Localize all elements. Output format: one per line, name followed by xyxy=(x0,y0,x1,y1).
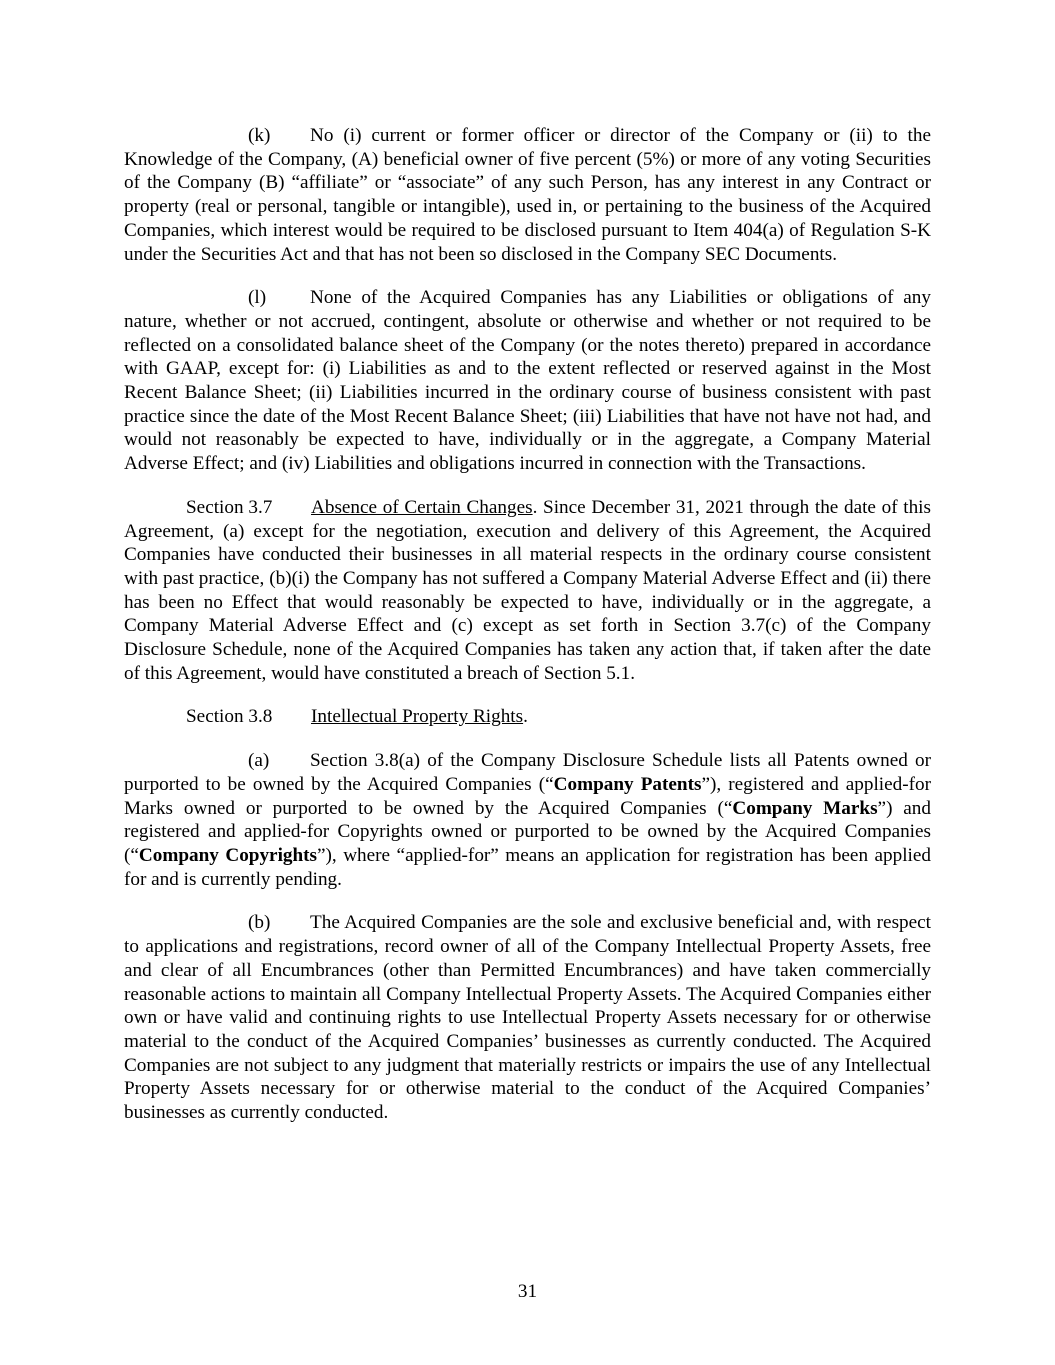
section-3-7 xyxy=(124,496,931,686)
paragraph-k xyxy=(124,124,931,266)
paragraph-text: No (i) current or former officer or director of the Company or (ii) to the Knowledge of the Company, (A) beneficial owner of five percent (5%) or more of any voting Securities of the Company (B) “affiliate” or “associate” of any such Person, has any interest in any Contract or property (real or personal, tangible or intangible), used in, or pertaining to the business of the Acquired Companies, which interest would be required to be disclosed pursuant to Item 404(a) of Regulation S-K under the Securities Act and that has not been so disclosed in the Company SEC Documents. xyxy=(124,125,931,265)
page-number: 31 xyxy=(517,1281,538,1302)
defined-term: Company Marks xyxy=(732,797,878,819)
paragraph-text: None of the Acquired Companies has any Liabilities or obligations of any nature, whether or not accrued, contingent, absolute or otherwise and whether or not required to be reflected on a consolidated balance sheet of the Company (or the notes thereto) prepared in accordance with GAAP, except for: (i) Liabilities as and to the extent reflected or reserved against in the Most Recent Balance Sheet; (ii) Liabilities incurred in the ordinary course of business consistent with past practice since the date of the Most Recent Balance Sheet; (iii) Liabilities that have not have not had, and would not reasonably be expected to have, individually or in the aggregate, a Company Material Adverse Effect; and (iv) Liabilities and obligations incurred in connection with the Transactions. xyxy=(124,287,931,475)
defined-term: Company Patents xyxy=(553,773,702,795)
section-heading: Intellectual Property Rights xyxy=(311,706,524,728)
paragraph-text: ”), registered and applied-for Marks owned or purported to be owned by the Acquired Companies (“ xyxy=(124,773,931,819)
defined-term: Company Copyrights xyxy=(138,844,318,866)
document-page xyxy=(124,124,931,1145)
paragraph-text: ”), where “applied-for” means an application for registration has been applied for and is currently pending. xyxy=(124,844,931,890)
paragraph-a xyxy=(124,749,931,891)
paragraph-text: ”) and registered and applied-for Copyrights owned or purported to be owned by the Acquired Companies (“ xyxy=(124,797,931,866)
section-3-8 xyxy=(124,705,931,729)
paragraph-label: (b) xyxy=(248,912,271,934)
paragraph-text: Section 3.8(a) of the Company Disclosure Schedule lists all Patents owned or purported to be owned by the Acquired Companies (“ xyxy=(124,750,931,795)
section-text: . Since December 31, 2021 through the date of this Agreement, (a) except for the negotiation, execution and delivery of this Agreement, the Acquired Companies have conducted their businesses in all material respects in the ordinary course consistent with past practice, (b)(i) the Company has not suffered a Company Material Adverse Effect and (ii) there has been no Effect that would reasonably be expected to have, individually or in the aggregate, a Company Material Adverse Effect and (c) except as set forth in Section 3.7(c) of the Company Disclosure Schedule, none of the Acquired Companies has taken any action that, if taken after the date of this Agreement, would have constituted a breach of Section 5.1. xyxy=(124,496,931,684)
paragraph-label: (l) xyxy=(248,287,267,309)
section-tail: . xyxy=(523,706,528,728)
section-heading: Absence of Certain Changes xyxy=(311,496,533,518)
paragraph-text: The Acquired Companies are the sole and exclusive beneficial and, with respect to applications and registrations, record owner of all of the Company Intellectual Property Assets, free and clear of all Encumbrances (other than Permitted Encumbrances) and have taken commercially reasonable actions to maintain all Company Intellectual Property Assets. The Acquired Companies either own or have valid and continuing rights to use Intellectual Property Assets necessary for or otherwise material to the conduct of the Acquired Companies’ businesses as currently conducted. The Acquired Companies are not subject to any judgment that materially restricts or impairs the use of any Intellectual Property Assets necessary for or otherwise material to the conduct of the Acquired Companies’ businesses as currently conducted. xyxy=(124,912,931,1124)
paragraph-label: (a) xyxy=(248,750,270,772)
paragraph-label: (k) xyxy=(248,125,271,146)
paragraph-b xyxy=(124,911,931,1124)
paragraph-l xyxy=(124,286,931,476)
section-label: Section 3.7 xyxy=(186,496,273,518)
section-label: Section 3.8 xyxy=(186,706,273,728)
